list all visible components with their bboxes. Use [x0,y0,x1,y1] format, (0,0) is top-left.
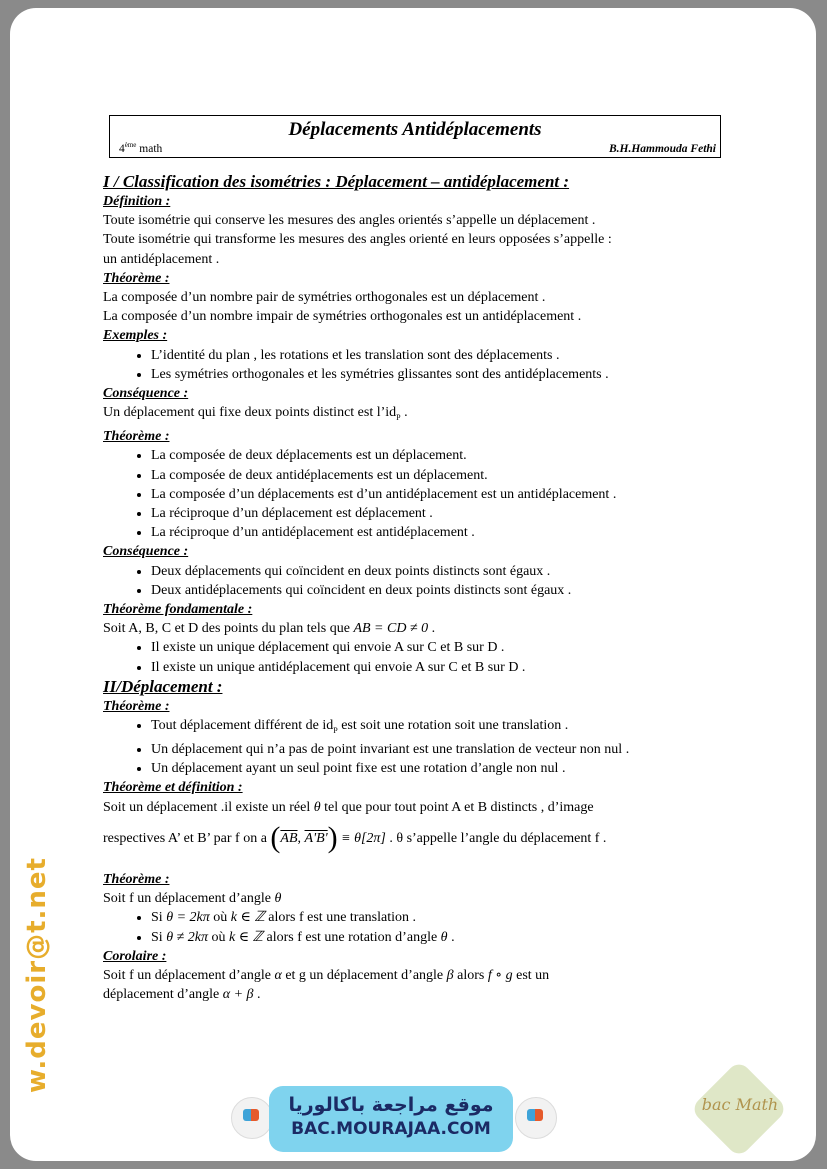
consequence-label: Conséquence : [103,386,189,402]
definition-line: un antidéplacement . [103,251,220,267]
theorem-list [103,908,713,946]
list-item: • Il existe un unique antidéplacement qui envoie A sur C et B sur D . [151,658,713,677]
theorem-list [103,716,713,778]
header-box [109,115,721,158]
list-item: • La réciproque d’un antidéplacement est antidéplacement . [151,523,713,542]
fundamental-theorem-label: Théorème fondamentale : [103,602,253,618]
consequence-line: Un déplacement qui fixe deux points distinct est $l’id_P$ . [103,405,408,423]
site-badge-icon [515,1097,557,1139]
theorem-definition-line: Soit un déplacement .il existe un réel θ tel que pour tout point A et B distincts , d’image [103,799,594,815]
section-1-title: I / Classification des isométries : Déplacement – antidéplacement : [103,172,570,191]
site-badge-icon [231,1097,273,1139]
theorem-list [103,446,713,542]
definition-line: Toute isométrie qui transforme les mesures des angles orienté en leurs opposées s’appelle : [103,232,612,248]
list-item: • La composée d’un déplacements est d’un antidéplacement est un antidéplacement . [151,485,713,504]
list-item: • La composée de deux antidéplacements est un déplacement. [151,466,713,485]
list-item: • Si θ = 2kπ où k ∈ ℤ alors f est une translation . [151,908,713,927]
list-item: • Tout déplacement différent de $id_P$ est soit une rotation soit une translation . [151,716,713,740]
examples-list [103,346,713,384]
list-item: • Un déplacement ayant un seul point fixe est une rotation d’angle non nul . [151,759,713,778]
theorem-label: Théorème : [103,429,170,445]
banner-url[interactable]: BAC.MOURAJAA.COM [291,1119,491,1139]
definition-label: Définition : [103,194,171,209]
list-item: • Deux déplacements qui coïncident en deux points distincts sont égaux . [151,562,713,581]
list-item: • La réciproque d’un déplacement est déplacement . [151,504,713,523]
class-level: 4ème math [119,141,163,155]
definition-line: Toute isométrie qui conserve les mesures des angles orientés s’appelle un déplacement . [103,213,596,229]
fundamental-intro: Soit A, B, C et D des points du plan tels que AB = CD ≠ 0 . [103,621,436,637]
author: B.H.Hammouda Fethi [608,143,716,155]
theorem-label: Théorème : [103,871,170,887]
list-item: • Les symétries orthogonales et les symétries glissantes sont des antidéplacements . [151,365,713,384]
theorem-definition-label: Théorème et définition : [103,780,243,796]
banner-arabic-text: موقع مراجعة باكالوريا [288,1094,494,1116]
examples-label: Exemples : [103,328,168,344]
theorem-line: La composée d’un nombre pair de symétries orthogonales est un déplacement . [103,290,546,306]
list-item: • La composée de deux déplacements est un déplacement. [151,446,713,465]
list-item: • Un déplacement qui n’a pas de point invariant est une translation de vecteur non nul . [151,740,713,759]
formula: AB = CD ≠ 0 [353,621,429,637]
corollary-label: Corolaire : [103,948,167,964]
theorem-label: Théorème : [103,698,170,714]
fundamental-list [103,638,713,676]
corollary-line: Soit f un déplacement d’angle α et g un déplacement d’angle β alors f ∘ g est un [103,967,550,983]
consequence-label: Conséquence : [103,544,189,560]
consequence-list [103,562,713,600]
document-title: Déplacements Antidéplacements [288,119,542,140]
document-content [103,171,713,1004]
list-item: • Deux antidéplacements qui coïncident en deux points distincts sont égaux . [151,581,713,600]
list-item: • Si θ ≠ 2kπ où k ∈ ℤ alors f est une rotation d’angle θ . [151,928,713,947]
site-banner[interactable] [269,1086,513,1152]
theorem-label: Théorème : [103,270,170,286]
theorem-definition-formula-line: respectives A’ et B’ par f on a ($\overline{AB}$, A'B') ≡ θ[2π] . θ s’appelle l’angle du déplacement f . [103,820,607,854]
list-item: • Il existe un unique déplacement qui envoie A sur C et B sur D . [151,638,713,657]
corollary-line: déplacement d’angle α + β . [103,987,261,1003]
theorem-line: La composée d’un nombre impair de symétries orthogonales est un antidéplacement . [103,309,582,325]
logo-text: bac Math [701,1095,779,1114]
list-item: • L’identité du plan , les rotations et les translation sont des déplacements . [151,346,713,365]
theorem-intro: Soit f un déplacement d’angle θ [103,891,282,907]
section-2-title: II/Déplacement : [103,676,223,696]
vertical-watermark: w.devoir@t.net [22,857,52,1093]
